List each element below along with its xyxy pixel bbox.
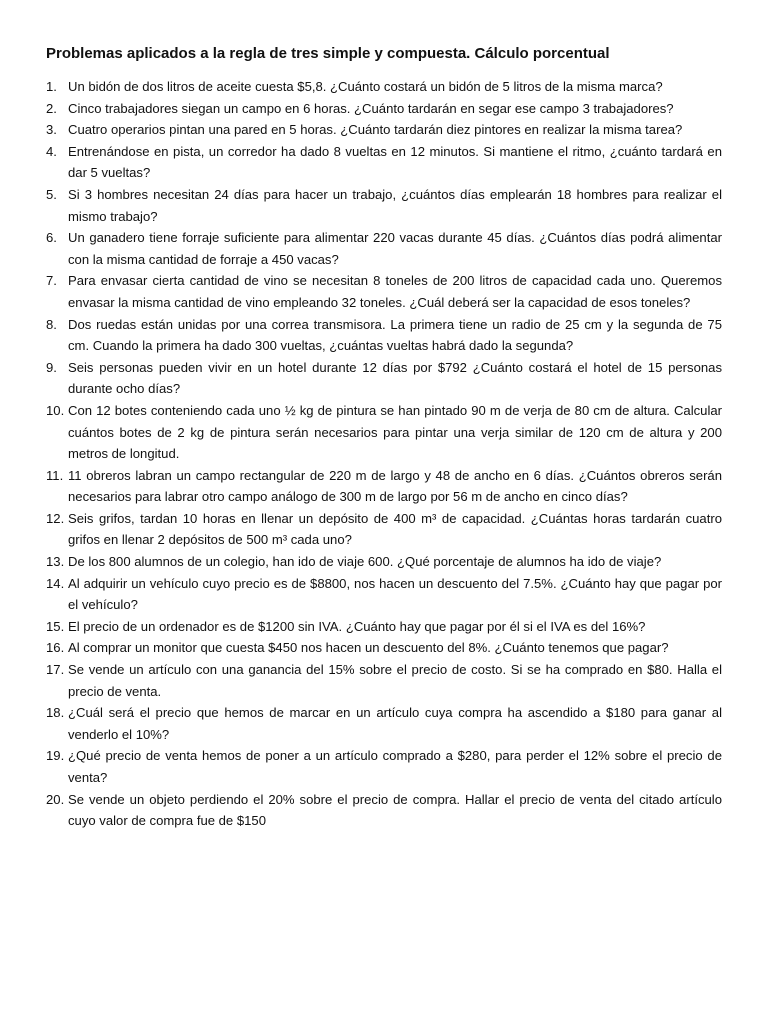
problem-number: 11. bbox=[46, 467, 64, 483]
problem-text: Cinco trabajadores siegan un campo en 6 horas. ¿Cuánto tardarán en segar ese campo 3 trabajadores? bbox=[68, 100, 674, 116]
problem-list bbox=[46, 76, 722, 832]
problem-item bbox=[46, 314, 722, 357]
document-page bbox=[46, 44, 722, 832]
problem-number: 3. bbox=[46, 122, 57, 138]
problem-number: 13. bbox=[46, 554, 65, 570]
problem-item bbox=[46, 616, 722, 638]
problem-item bbox=[46, 76, 722, 98]
document-title: Problemas aplicados a la regla de tres simple y compuesta. Cálculo porcentual bbox=[46, 45, 610, 62]
problem-number: 9. bbox=[46, 359, 57, 375]
problem-text: El precio de un ordenador es de $1200 sin IVA. ¿Cuánto hay que pagar por él si el IVA es del 16%? bbox=[68, 618, 646, 634]
problem-text: Se vende un artículo con una ganancia del 15% sobre el precio de costo. Si se ha comprado en $80. Halla el precio de venta. bbox=[68, 662, 722, 699]
problem-number: 6. bbox=[46, 230, 57, 246]
problem-item bbox=[46, 357, 722, 400]
problem-text: Dos ruedas están unidas por una correa transmisora. La primera tiene un radio de 25 cm y la segunda de 75 cm. Cuando la primera ha dado 300 vueltas, ¿cuántas vueltas habrá dado la segunda? bbox=[68, 316, 722, 354]
problem-number: 1. bbox=[46, 79, 57, 94]
problem-number: 8. bbox=[46, 316, 57, 332]
problem-item bbox=[46, 270, 722, 313]
problem-item bbox=[46, 745, 722, 788]
problem-text: Seis personas pueden vivir en un hotel durante 12 días por $792 ¿Cuánto costará el hotel de 15 personas durante ocho días? bbox=[68, 359, 722, 397]
problem-text: Al comprar un monitor que cuesta $450 nos hacen un descuento del 8%. ¿Cuánto tenemos que pagar? bbox=[68, 640, 669, 656]
problem-number: 2. bbox=[46, 100, 57, 116]
problem-text: ¿Cuál será el precio que hemos de marcar en un artículo cuya compra ha ascendido a $180 para ganar al venderlo el 10%? bbox=[68, 705, 722, 742]
problem-number: 10. bbox=[46, 402, 65, 418]
problem-item bbox=[46, 789, 722, 832]
problem-text: Un bidón de dos litros de aceite cuesta $5,8. ¿Cuánto costará un bidón de 5 litros de la misma marca? bbox=[68, 79, 663, 94]
problem-number: 20. bbox=[46, 791, 65, 807]
problem-text: Si 3 hombres necesitan 24 días para hacer un trabajo, ¿cuántos días emplearán 18 hombres para realizar el mismo trabajo? bbox=[68, 186, 722, 224]
problem-item bbox=[46, 184, 722, 227]
problem-number: 17. bbox=[46, 662, 65, 678]
problem-number: 4. bbox=[46, 143, 57, 159]
problem-text: Al adquirir un vehículo cuyo precio es de $8800, nos hacen un descuento del 7.5%. ¿Cuánto hay que pagar por el vehículo? bbox=[68, 575, 722, 613]
problem-item bbox=[46, 400, 722, 465]
problem-item bbox=[46, 573, 722, 616]
problem-item bbox=[46, 551, 722, 573]
problem-text: Seis grifos, tardan 10 horas en llenar un depósito de 400 m³ de capacidad. ¿Cuántas horas tardarán cuatro grifos en llenar 2 depósitos de 500 m³ cada uno? bbox=[68, 510, 722, 548]
problem-number: 19. bbox=[46, 748, 65, 764]
problem-item bbox=[46, 98, 722, 120]
problem-number: 15. bbox=[46, 618, 65, 634]
problem-item bbox=[46, 465, 722, 508]
problem-text: De los 800 alumnos de un colegio, han ido de viaje 600. ¿Qué porcentaje de alumnos ha ido de viaje? bbox=[68, 554, 662, 570]
problem-number: 12. bbox=[46, 510, 65, 526]
problem-item bbox=[46, 702, 722, 745]
problem-text: Entrenándose en pista, un corredor ha dado 8 vueltas en 12 minutos. Si mantiene el ritmo, ¿cuánto tardará en dar 5 vueltas? bbox=[68, 143, 722, 181]
problem-text: Se vende un objeto perdiendo el 20% sobre el precio de compra. Hallar el precio de venta del citado artículo cuyo valor de compra fue de $150 bbox=[68, 791, 722, 829]
problem-number: 18. bbox=[46, 705, 65, 721]
problem-text: Cuatro operarios pintan una pared en 5 horas. ¿Cuánto tardarán diez pintores en realizar la misma tarea? bbox=[68, 122, 683, 138]
problem-number: 16. bbox=[46, 640, 65, 656]
problem-text: Un ganadero tiene forraje suficiente para alimentar 220 vacas durante 45 días. ¿Cuántos días podrá alimentar con la misma cantidad de forraje a 450 vacas? bbox=[68, 230, 722, 267]
problem-text: ¿Qué precio de venta hemos de poner a un artículo comprado a $280, para perder el 12% sobre el precio de venta? bbox=[68, 748, 722, 785]
problem-number: 5. bbox=[46, 186, 57, 202]
problem-text: Para envasar cierta cantidad de vino se necesitan 8 toneles de 200 litros de capacidad cada uno. Queremos envasar la misma cantidad de vino empleando 32 toneles. ¿Cuál deberá ser la capacidad de esos toneles? bbox=[68, 273, 722, 310]
problem-item bbox=[46, 508, 722, 551]
problem-item bbox=[46, 659, 722, 702]
problem-number: 14. bbox=[46, 575, 65, 591]
problem-item bbox=[46, 227, 722, 270]
problem-number: 7. bbox=[46, 273, 57, 289]
problem-text: 11 obreros labran un campo rectangular de 220 m de largo y 48 de ancho en 6 días. ¿Cuántos obreros serán necesarios para labrar otro campo análogo de 300 m de largo por 56 m de ancho en cinco días? bbox=[68, 467, 722, 505]
problem-text: Con 12 botes conteniendo cada uno ½ kg de pintura se han pintado 90 m de verja de 80 cm de altura. Calcular cuántos botes de 2 kg de pintura serán necesarios para pintar una verja similar de 120 cm de altura y 200 metros de longitud. bbox=[68, 402, 722, 462]
problem-item bbox=[46, 119, 722, 141]
problem-item bbox=[46, 141, 722, 184]
problem-item bbox=[46, 637, 722, 659]
